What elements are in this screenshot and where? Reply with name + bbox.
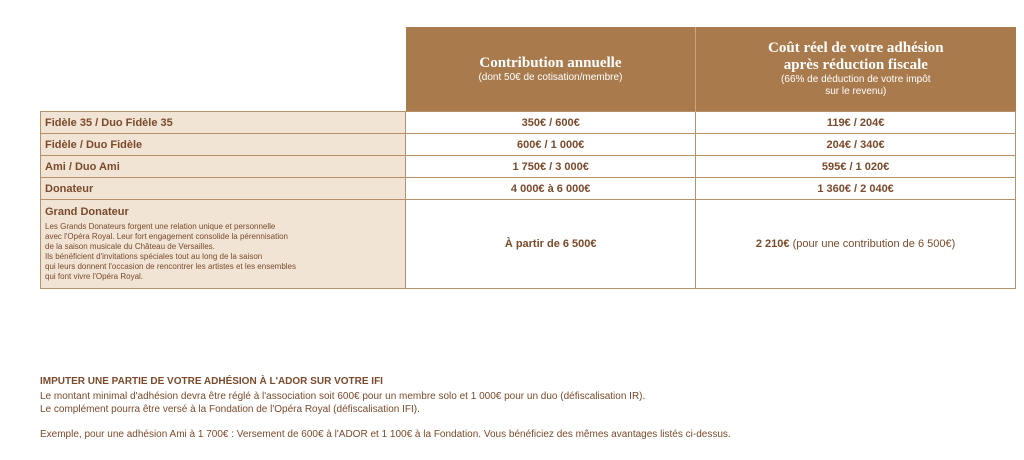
row-contribution: 350€ / 600€ xyxy=(406,112,696,134)
header-contribution-title: Contribution annuelle xyxy=(479,54,622,71)
header-cost-title-line2: après réduction fiscale xyxy=(783,57,928,73)
header-empty-cell xyxy=(41,27,406,112)
table-row-grand-donateur xyxy=(41,200,1016,289)
membership-table xyxy=(40,27,1016,289)
ifi-section xyxy=(40,376,1000,441)
row-label: Donateur xyxy=(41,178,406,200)
grand-donateur-desc-line: avec l'Opéra Royal. Leur fort engagement consolide la pérennisation xyxy=(45,232,289,241)
grand-donateur-label: Grand Donateur xyxy=(45,206,129,218)
grand-donateur-desc-line: qui font vivre l'Opéra Royal. xyxy=(45,272,144,281)
table-row xyxy=(41,112,1016,134)
table-row xyxy=(41,134,1016,156)
header-contribution xyxy=(406,27,696,112)
header-cost-sub-line2: sur le revenu) xyxy=(825,86,887,97)
row-cost: 119€ / 204€ xyxy=(696,112,1016,134)
row-cost: 1 360€ / 2 040€ xyxy=(696,178,1016,200)
row-contribution: 4 000€ à 6 000€ xyxy=(406,178,696,200)
table-row xyxy=(41,156,1016,178)
grand-donateur-contribution: À partir de 6 500€ xyxy=(406,200,696,289)
ifi-example: Exemple, pour une adhésion Ami à 1 700€ : Versement de 600€ à l'ADOR et 1 100€ à la Fondation. Vous bénéficiez des mêmes avantages listés ci-dessus. xyxy=(40,429,731,440)
grand-donateur-desc-line: qui leurs donnent l'occasion de rencontrer les artistes et les ensembles xyxy=(45,262,296,271)
grand-donateur-desc-line: de la saison musicale du Château de Versailles. xyxy=(45,242,215,251)
grand-donateur-desc-line: Ils bénéficient d'invitations spéciales tout au long de la saison xyxy=(45,252,263,261)
grand-donateur-desc-line: Les Grands Donateurs forgent une relation unique et personnelle xyxy=(45,222,276,231)
header-contribution-sub: (dont 50€ de cotisation/membre) xyxy=(478,71,623,83)
row-label: Fidèle 35 / Duo Fidèle 35 xyxy=(41,112,406,134)
header-real-cost xyxy=(696,27,1016,112)
grand-donateur-cost xyxy=(696,200,1016,289)
ifi-line2: Le complément pourra être versé à la Fondation de l'Opéra Royal (défiscalisation IFI). xyxy=(40,404,420,415)
row-label: Fidèle / Duo Fidèle xyxy=(41,134,406,156)
ifi-heading: IMPUTER UNE PARTIE DE VOTRE ADHÉSION À L'ADOR SUR VOTRE IFI xyxy=(40,376,383,387)
grand-donateur-cost-amount: 2 210€ xyxy=(755,238,790,250)
row-cost: 595€ / 1 020€ xyxy=(696,156,1016,178)
header-cost-sub-line1: (66% de déduction de votre impôt xyxy=(781,74,931,85)
grand-donateur-cell xyxy=(41,200,406,289)
table-header-row xyxy=(41,27,1016,112)
row-label: Ami / Duo Ami xyxy=(41,156,406,178)
row-contribution: 1 750€ / 3 000€ xyxy=(406,156,696,178)
table-row xyxy=(41,178,1016,200)
row-contribution: 600€ / 1 000€ xyxy=(406,134,696,156)
grand-donateur-cost-note: (pour une contribution de 6 500€) xyxy=(789,238,956,250)
header-cost-title-line1: Coût réel de votre adhésion xyxy=(768,40,944,56)
row-cost: 204€ / 340€ xyxy=(696,134,1016,156)
ifi-line1: Le montant minimal d'adhésion devra être réglé à l'association soit 600€ pour un membre solo et 1 000€ pour un duo (défiscalisation IR). xyxy=(40,391,646,402)
